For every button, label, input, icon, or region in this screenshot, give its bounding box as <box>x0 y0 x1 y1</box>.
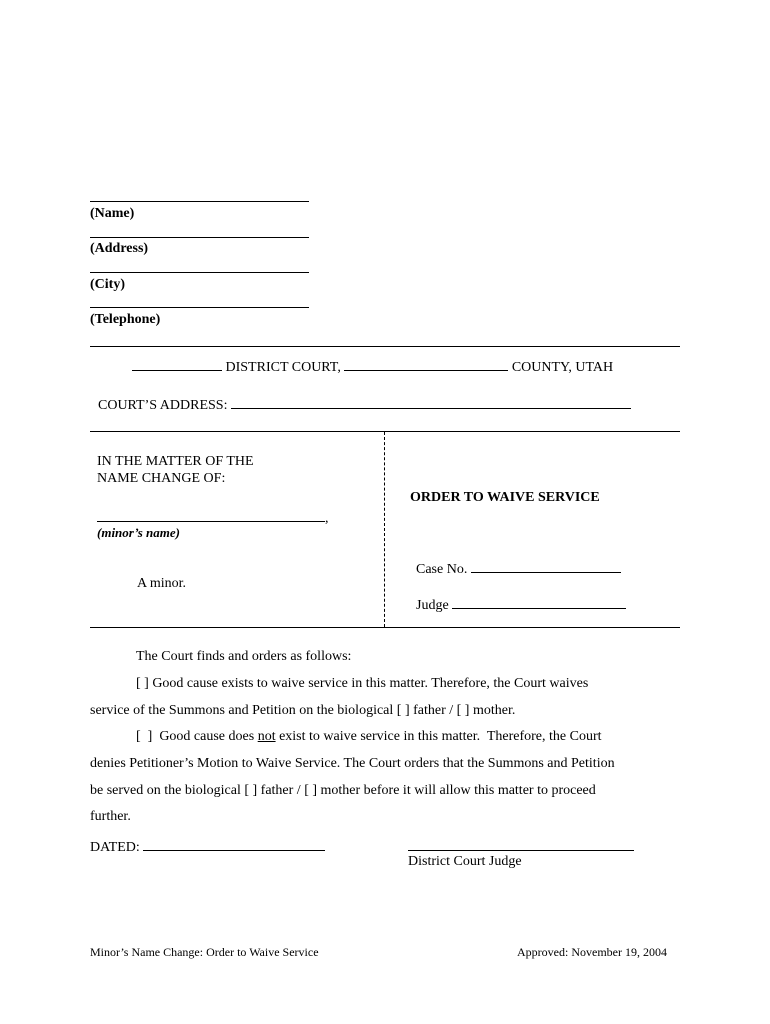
city-line <box>90 272 309 273</box>
case-no-field <box>416 558 621 578</box>
telephone-line <box>90 307 309 308</box>
matter-line2: NAME CHANGE OF: <box>97 471 226 486</box>
district-blank <box>132 356 222 371</box>
dated-blank <box>143 836 325 851</box>
city-label: (City) <box>90 277 125 292</box>
district-court-label: DISTRICT COURT, <box>225 360 341 375</box>
court-address-line <box>98 394 631 414</box>
matter-line1: IN THE MATTER OF THE <box>97 454 254 469</box>
footer-left: Minor’s Name Change: Order to Waive Service <box>90 945 319 959</box>
case-no-label: Case No. <box>416 562 468 577</box>
case-no-blank <box>471 558 621 573</box>
a-minor-label: A minor. <box>137 576 187 591</box>
judge-field <box>416 594 626 614</box>
caption-divider <box>384 432 385 627</box>
minor-name-suffix: , <box>325 511 329 526</box>
dated-field <box>90 836 325 856</box>
court-top-rule <box>90 346 680 347</box>
option2-line4: further. <box>90 809 131 824</box>
court-address-blank <box>231 394 631 409</box>
intro-text: The Court finds and orders as follows: <box>136 649 352 664</box>
minor-name-field <box>97 507 329 527</box>
option1-line2: service of the Summons and Petition on the biological [ ] father / [ ] mother. <box>90 703 516 718</box>
name-label: (Name) <box>90 206 135 221</box>
caption-top-rule <box>90 431 680 432</box>
caption-bottom-rule <box>90 627 680 628</box>
minor-name-blank <box>97 507 325 522</box>
option2-part1: [ ] Good cause does <box>136 729 258 744</box>
dated-label: DATED: <box>90 840 140 855</box>
address-line <box>90 237 309 238</box>
judge-blank <box>452 594 626 609</box>
option2-part2: exist to waive service in this matter. Therefore, the Court <box>275 729 602 744</box>
telephone-label: (Telephone) <box>90 312 161 327</box>
county-utah-label: COUNTY, UTAH <box>511 360 614 375</box>
court-address-label: COURT’S ADDRESS: <box>98 398 228 413</box>
name-line <box>90 201 309 202</box>
judge-label: Judge <box>416 598 449 613</box>
document-title: ORDER TO WAIVE SERVICE <box>410 490 600 505</box>
judge-signature-line <box>408 850 634 851</box>
judge-signature-label: District Court Judge <box>408 854 522 869</box>
option2-line3: be served on the biological [ ] father / [ ] mother before it will allow this matter to proceed <box>90 783 596 798</box>
option2-line1 <box>136 729 602 745</box>
footer-right: Approved: November 19, 2004 <box>517 945 667 959</box>
option1-line1: [ ] Good cause exists to waive service in this matter. Therefore, the Court waives <box>136 676 589 691</box>
option2-not: not <box>257 729 276 744</box>
address-label: (Address) <box>90 241 149 256</box>
minor-name-label: (minor’s name) <box>97 525 180 540</box>
county-blank <box>344 356 508 371</box>
court-line <box>132 356 613 376</box>
option2-line2: denies Petitioner’s Motion to Waive Service. The Court orders that the Summons and Petition <box>90 756 615 771</box>
